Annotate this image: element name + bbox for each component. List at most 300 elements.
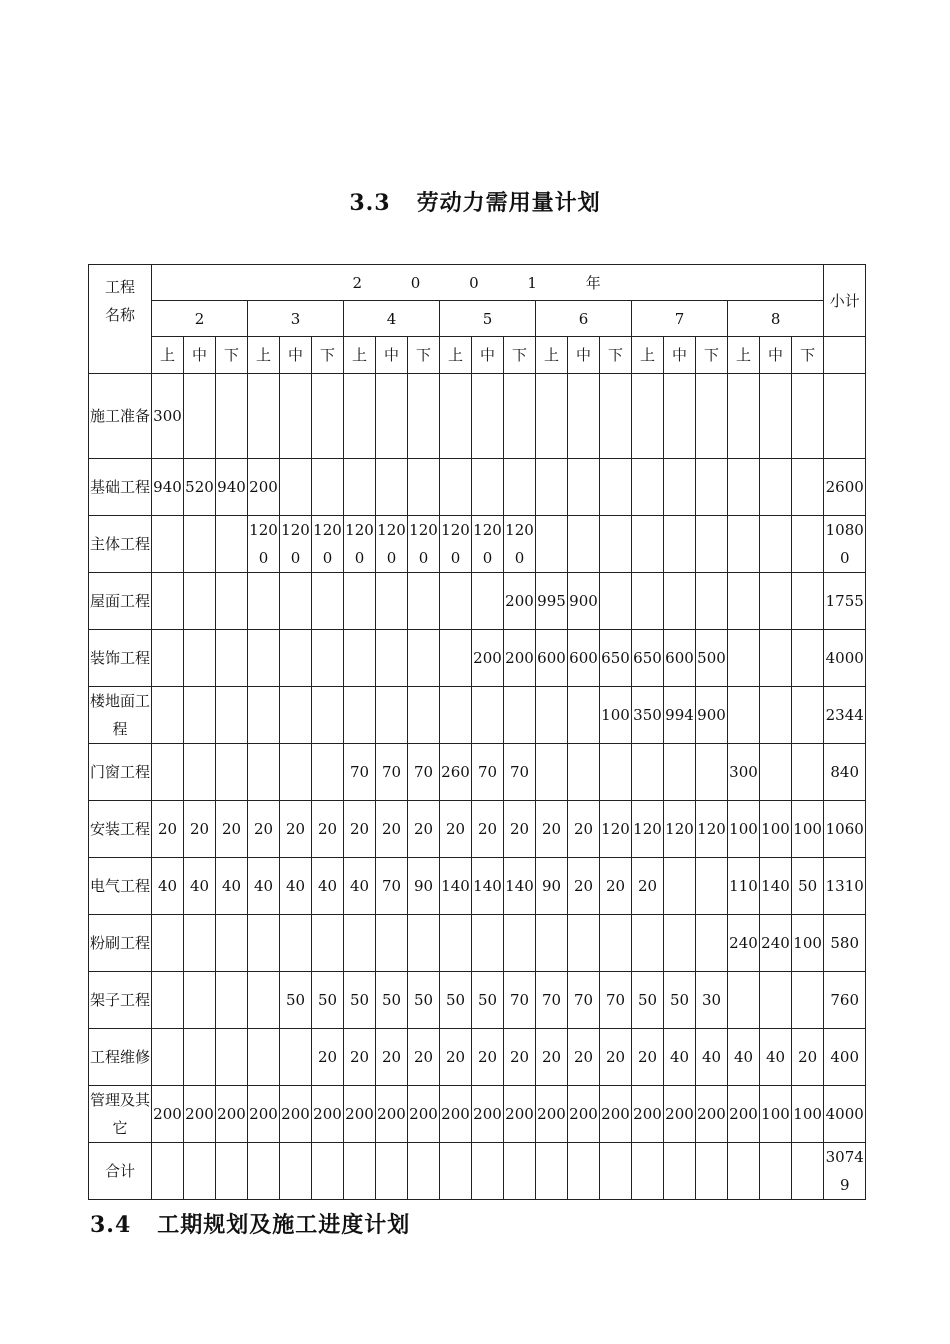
table-cell: 40 [728,1029,760,1086]
table-cell: 900 [696,687,728,744]
dekad-header: 中 [664,337,696,374]
table-row [89,915,866,972]
table-cell [312,744,344,801]
table-cell: 20 [440,1029,472,1086]
dekad-header: 下 [696,337,728,374]
table-cell [728,630,760,687]
table-cell [184,573,216,630]
table-cell [696,1143,728,1200]
table-cell: 1200 [280,516,312,573]
table-cell [376,915,408,972]
table-cell: 200 [504,1086,536,1143]
table-cell [312,459,344,516]
table-cell: 120 [632,801,664,858]
table-cell: 20 [312,801,344,858]
table-cell [344,1143,376,1200]
table-cell [760,1143,792,1200]
dekad-header-row [89,337,866,374]
table-cell: 70 [344,744,376,801]
table-cell [376,374,408,459]
table-cell: 140 [440,858,472,915]
table-cell: 20 [600,858,632,915]
table-cell [184,630,216,687]
table-cell [824,374,866,459]
section-heading [90,1208,410,1239]
table-cell [216,573,248,630]
table-cell: 20 [280,801,312,858]
table-cell [760,516,792,573]
month-header: 5 [440,301,536,337]
table-cell [344,573,376,630]
table-cell: 200 [536,1086,568,1143]
table-cell [440,630,472,687]
table-cell [152,744,184,801]
table-cell: 20 [344,801,376,858]
table-cell [152,1029,184,1086]
table-cell [248,573,280,630]
table-cell [152,1143,184,1200]
table-cell: 70 [408,744,440,801]
dekad-header: 上 [344,337,376,374]
table-cell [216,630,248,687]
table-cell [280,687,312,744]
table-cell [184,744,216,801]
table-cell: 20 [312,1029,344,1086]
table-cell [280,459,312,516]
table-cell: 20 [504,801,536,858]
row-subtotal: 4000 [824,630,866,687]
table-row [89,516,866,573]
row-name: 屋面工程 [89,573,152,630]
table-cell [408,687,440,744]
table-row [89,972,866,1029]
table-cell: 260 [440,744,472,801]
table-cell [504,459,536,516]
table-cell: 1200 [504,516,536,573]
table-cell: 20 [472,801,504,858]
month-header: 3 [248,301,344,337]
table-cell [152,915,184,972]
table-cell [248,972,280,1029]
table-cell [184,516,216,573]
table-cell [504,915,536,972]
labor-plan-table [88,264,866,1200]
table-cell [280,374,312,459]
table-cell: 40 [696,1029,728,1086]
table-cell [696,744,728,801]
table-cell: 995 [536,573,568,630]
table-cell [760,630,792,687]
table-cell: 20 [376,801,408,858]
table-cell [472,573,504,630]
table-cell: 1200 [376,516,408,573]
table-cell: 200 [504,573,536,630]
row-name: 合计 [89,1143,152,1200]
table-cell [248,1143,280,1200]
table-cell [408,459,440,516]
table-cell [216,915,248,972]
table-cell: 40 [248,858,280,915]
title-text: 劳动力需用量计划 [416,190,601,216]
table-cell: 100 [792,1086,824,1143]
table-row [89,630,866,687]
table-cell [664,1143,696,1200]
table-cell [472,687,504,744]
table-cell: 200 [504,630,536,687]
table-cell [728,573,760,630]
table-cell: 1200 [408,516,440,573]
table-cell [536,374,568,459]
table-cell [344,630,376,687]
table-cell [440,687,472,744]
table-cell: 90 [536,858,568,915]
table-cell: 300 [728,744,760,801]
table-cell [344,915,376,972]
table-cell [440,915,472,972]
table-cell [696,516,728,573]
table-cell [696,459,728,516]
table-cell [312,630,344,687]
dekad-header: 中 [472,337,504,374]
project-name-header: 工程名称 [89,265,152,337]
table-cell [184,1143,216,1200]
table-cell [728,459,760,516]
table-cell: 50 [472,972,504,1029]
table-cell: 1200 [312,516,344,573]
table-cell [216,516,248,573]
table-cell [344,374,376,459]
row-subtotal: 1060 [824,801,866,858]
table-cell [472,915,504,972]
table-cell: 70 [536,972,568,1029]
month-header: 4 [344,301,440,337]
table-cell [568,374,600,459]
table-cell: 20 [376,1029,408,1086]
table-cell: 200 [312,1086,344,1143]
section-text: 工期规划及施工进度计划 [157,1212,411,1238]
table-cell [760,459,792,516]
table-cell: 140 [472,858,504,915]
table-cell: 500 [696,630,728,687]
table-cell [152,687,184,744]
year-header: 2 0 0 1 年 [152,265,824,301]
table-cell [536,744,568,801]
table-cell: 40 [184,858,216,915]
table-cell: 20 [536,801,568,858]
table-cell: 900 [568,573,600,630]
table-cell [664,858,696,915]
table-cell: 70 [376,744,408,801]
table-cell [760,374,792,459]
table-cell: 70 [472,744,504,801]
table-cell [664,459,696,516]
table-cell: 20 [248,801,280,858]
table-cell: 200 [472,1086,504,1143]
table-cell [696,374,728,459]
table-cell: 200 [184,1086,216,1143]
table-cell: 70 [504,972,536,1029]
table-row [89,744,866,801]
dekad-header: 上 [248,337,280,374]
month-header-row [89,301,866,337]
table-cell [792,516,824,573]
row-name: 门窗工程 [89,744,152,801]
table-cell: 50 [376,972,408,1029]
table-cell [536,915,568,972]
table-cell: 20 [632,858,664,915]
table-cell: 1200 [344,516,376,573]
table-cell [376,459,408,516]
table-cell: 40 [152,858,184,915]
table-cell [792,459,824,516]
table-cell [664,573,696,630]
table-cell [632,744,664,801]
table-cell: 200 [728,1086,760,1143]
table-cell [280,630,312,687]
row-subtotal: 840 [824,744,866,801]
table-cell: 200 [472,630,504,687]
title-number: 3.3 [349,190,391,216]
table-cell [312,374,344,459]
table-cell: 100 [792,801,824,858]
table-cell: 600 [664,630,696,687]
table-cell: 50 [280,972,312,1029]
table-cell: 20 [568,1029,600,1086]
table-cell: 200 [600,1086,632,1143]
table-cell: 200 [664,1086,696,1143]
subtotal-header: 小计 [824,265,866,337]
table-cell [184,1029,216,1086]
table-cell: 200 [568,1086,600,1143]
table-cell: 140 [760,858,792,915]
table-cell: 200 [280,1086,312,1143]
table-cell [344,687,376,744]
labor-table-body [89,265,866,1200]
table-cell [632,516,664,573]
table-cell: 200 [376,1086,408,1143]
table-cell [408,630,440,687]
table-cell: 50 [408,972,440,1029]
table-cell [568,459,600,516]
table-cell: 120 [600,801,632,858]
table-cell [408,573,440,630]
table-cell: 1200 [248,516,280,573]
table-cell [376,630,408,687]
table-cell [568,1143,600,1200]
dekad-header: 下 [216,337,248,374]
dekad-header: 下 [408,337,440,374]
table-cell: 200 [632,1086,664,1143]
table-cell: 20 [184,801,216,858]
dekad-row-leading-cell [89,337,152,374]
table-cell: 90 [408,858,440,915]
dekad-header: 中 [376,337,408,374]
table-cell [760,573,792,630]
table-cell: 650 [632,630,664,687]
table-cell: 100 [600,687,632,744]
table-cell [184,687,216,744]
table-cell: 200 [152,1086,184,1143]
table-cell [632,1143,664,1200]
table-row [89,858,866,915]
table-row [89,1086,866,1143]
table-cell [536,516,568,573]
dekad-header: 中 [760,337,792,374]
table-cell [504,1143,536,1200]
table-cell [312,687,344,744]
table-cell [792,744,824,801]
table-cell [792,374,824,459]
row-subtotal: 1310 [824,858,866,915]
row-subtotal: 400 [824,1029,866,1086]
table-cell: 50 [792,858,824,915]
table-cell: 100 [792,915,824,972]
table-cell [504,374,536,459]
table-cell [600,573,632,630]
table-cell: 940 [216,459,248,516]
table-cell: 600 [536,630,568,687]
table-cell: 20 [568,858,600,915]
table-cell [216,1029,248,1086]
table-cell: 200 [440,1086,472,1143]
table-cell: 120 [696,801,728,858]
table-cell [760,687,792,744]
table-cell [568,687,600,744]
table-cell [408,374,440,459]
row-subtotal: 1755 [824,573,866,630]
row-name: 施工准备 [89,374,152,459]
row-subtotal: 30749 [824,1143,866,1200]
table-row [89,687,866,744]
table-cell [600,374,632,459]
section-number: 3.4 [90,1212,132,1238]
table-cell [216,972,248,1029]
table-cell [600,915,632,972]
dekad-header: 上 [152,337,184,374]
year-header-row [89,265,866,301]
table-cell [568,516,600,573]
dekad-header: 中 [184,337,216,374]
month-header: 8 [728,301,824,337]
table-cell [728,1143,760,1200]
table-cell [792,630,824,687]
table-cell [600,459,632,516]
table-cell: 40 [280,858,312,915]
table-cell [408,1143,440,1200]
table-cell [696,915,728,972]
table-cell: 940 [152,459,184,516]
table-cell: 70 [568,972,600,1029]
table-cell [696,573,728,630]
table-cell [248,630,280,687]
table-cell [600,1143,632,1200]
table-cell [312,915,344,972]
table-cell [216,1143,248,1200]
table-cell [728,687,760,744]
dekad-header: 下 [792,337,824,374]
table-cell [344,459,376,516]
row-subtotal: 4000 [824,1086,866,1143]
table-cell: 20 [344,1029,376,1086]
table-cell [632,573,664,630]
row-name: 管理及其它 [89,1086,152,1143]
row-subtotal: 2344 [824,687,866,744]
table-cell: 30 [696,972,728,1029]
table-cell: 40 [312,858,344,915]
table-row [89,1029,866,1086]
dekad-header: 上 [632,337,664,374]
table-cell: 20 [472,1029,504,1086]
table-cell: 20 [504,1029,536,1086]
table-cell: 350 [632,687,664,744]
table-cell [248,744,280,801]
row-name: 楼地面工程 [89,687,152,744]
table-cell [152,573,184,630]
table-cell: 100 [760,1086,792,1143]
table-cell [216,744,248,801]
table-cell: 40 [664,1029,696,1086]
table-cell: 200 [248,459,280,516]
table-cell [568,915,600,972]
table-cell [440,1143,472,1200]
table-cell [408,915,440,972]
row-name: 工程维修 [89,1029,152,1086]
table-cell [504,687,536,744]
row-name: 粉刷工程 [89,915,152,972]
table-cell: 20 [408,1029,440,1086]
table-cell [152,516,184,573]
table-cell [440,374,472,459]
row-name: 基础工程 [89,459,152,516]
table-cell: 20 [536,1029,568,1086]
month-header: 2 [152,301,248,337]
table-cell [280,915,312,972]
dekad-header: 上 [440,337,472,374]
table-cell [760,972,792,1029]
table-cell: 200 [248,1086,280,1143]
table-cell [216,687,248,744]
table-cell: 100 [760,801,792,858]
table-cell: 100 [728,801,760,858]
table-cell [536,459,568,516]
table-cell: 300 [152,374,184,459]
table-cell [472,1143,504,1200]
table-cell: 40 [216,858,248,915]
table-cell [376,687,408,744]
table-cell: 20 [216,801,248,858]
row-name: 主体工程 [89,516,152,573]
table-cell [280,573,312,630]
table-cell: 20 [568,801,600,858]
table-cell [376,1143,408,1200]
table-cell: 20 [408,801,440,858]
table-cell: 1200 [472,516,504,573]
table-cell [600,516,632,573]
table-cell [536,687,568,744]
table-cell [792,573,824,630]
page-title [0,186,950,217]
table-cell [248,687,280,744]
table-cell: 600 [568,630,600,687]
table-cell [792,972,824,1029]
table-cell [440,459,472,516]
table-cell: 994 [664,687,696,744]
table-row [89,801,866,858]
table-cell: 110 [728,858,760,915]
dekad-header: 下 [600,337,632,374]
table-cell: 200 [408,1086,440,1143]
dekad-header: 中 [568,337,600,374]
